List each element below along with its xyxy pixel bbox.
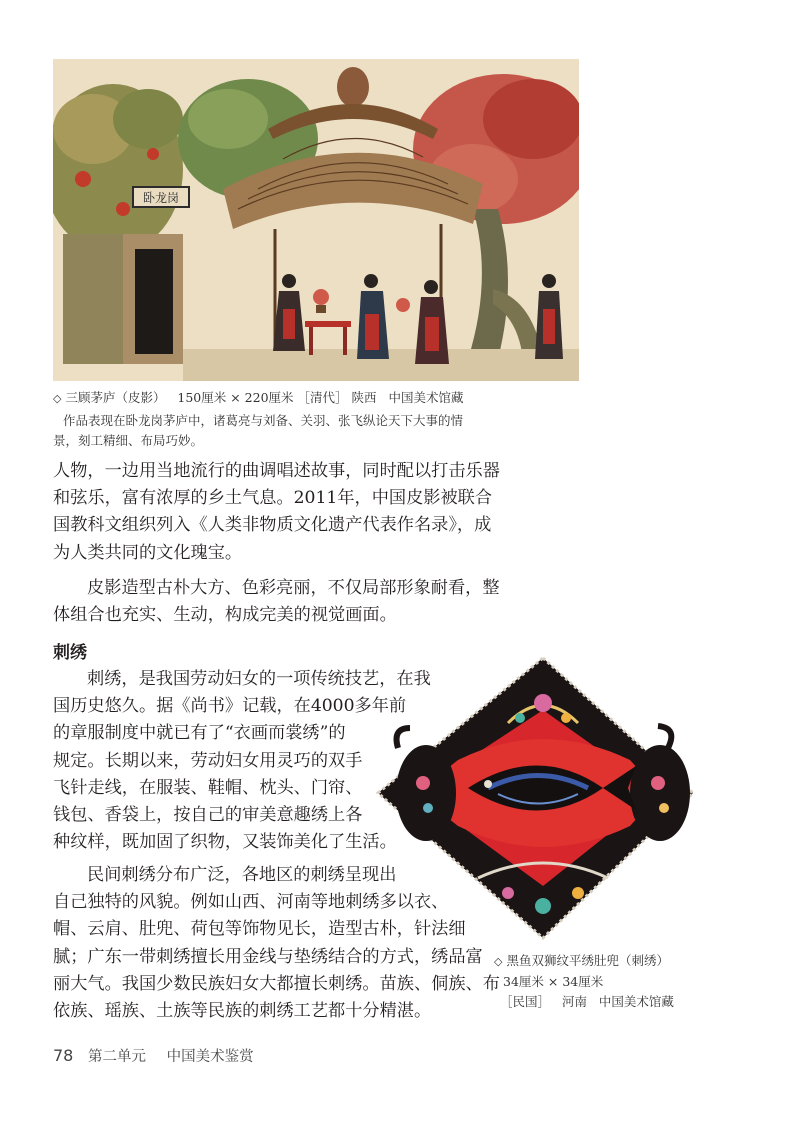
- description-line: 作品表现在卧龙岗茅庐中，诸葛亮与刘备、关羽、张飞纵论天下大事的情: [63, 413, 464, 428]
- text-line: 丽大气。我国少数民族妇女大都擅长刺绣。苗族、侗族、布: [53, 973, 500, 994]
- sign-text: 卧龙岗: [142, 191, 180, 205]
- text-line: 腻；广东一带刺绣擅长用金线与垫绣结合的方式，绣品富: [53, 946, 483, 967]
- caption-collection: 中国美术馆藏: [598, 994, 674, 1009]
- unit-title: 中国美术鉴赏: [166, 1049, 254, 1065]
- text-line: 钱包、香袋上，按自己的审美意趣绣上各: [53, 805, 363, 826]
- text-line: 国历史悠久。据《尚书》记载，在4000多年前: [53, 696, 407, 717]
- text-line: 人物，一边用当地流行的曲调唱述故事，同时配以打击乐器: [53, 461, 500, 481]
- caption-collection: 中国美术馆藏: [388, 390, 464, 405]
- caption-region: 陕西: [351, 390, 377, 405]
- caption-region: 河南: [561, 994, 587, 1009]
- caption-size: 34厘米 × 34厘米: [503, 974, 604, 989]
- text-line: 的章服制度中就已有了“衣画而裳绣”的: [53, 723, 346, 744]
- caption-marker: ◇: [53, 392, 62, 405]
- paragraph-2: [53, 575, 500, 629]
- text-line: 民间刺绣分布广泛，各地区的刺绣呈现出: [87, 865, 397, 885]
- shadow-puppet-image: [53, 59, 579, 381]
- caption-period: ［民国］: [500, 994, 551, 1009]
- caption-size: 150厘米 × 220厘米: [177, 390, 294, 405]
- text-line: 和弦乐，富有浓厚的乡土气息。2011年，中国皮影被联合: [53, 488, 493, 509]
- embroidery-image: [368, 648, 708, 948]
- text-line: 自己独特的风貌。例如山西、河南等地刺绣多以衣、: [53, 892, 449, 913]
- text-line: 体组合也充实、生动，构成完美的视觉画面。: [53, 605, 397, 626]
- text-line: 规定。长期以来，劳动妇女用灵巧的双手: [53, 750, 363, 771]
- text-line: 帽、云肩、肚兜、荷包等饰物见长，造型古朴，针法细: [53, 919, 466, 940]
- section-heading: 刺绣: [53, 643, 87, 663]
- text-line: 飞针走线，在服装、鞋帽、枕头、门帘、: [53, 777, 363, 798]
- page-number: 78: [53, 1046, 74, 1065]
- caption-marker: ◇: [494, 955, 503, 968]
- paragraph-1: [53, 458, 500, 567]
- text-line: 为人类共同的文化瑰宝。: [53, 542, 243, 563]
- description-line: 景，刻工精细、布局巧妙。: [53, 433, 204, 448]
- caption-title: 三顾茅庐（皮影）: [65, 390, 166, 405]
- unit-label: 第二单元: [87, 1049, 146, 1065]
- figure1-description: [53, 411, 483, 451]
- caption-title: 黑鱼双狮纹平绣肚兜（刺绣）: [506, 953, 669, 968]
- text-line: 国教科文组织列入《人类非物质文化遗产代表作名录》，成: [53, 515, 492, 536]
- page-footer: [53, 1045, 254, 1066]
- text-line: 刺绣，是我国劳动妇女的一项传统技艺，在我: [87, 669, 431, 689]
- text-line: 依族、瑶族、土族等民族的刺绣工艺都十分精湛。: [53, 1001, 432, 1022]
- text-line: 皮影造型古朴大方、色彩亮丽，不仅局部形象耐看，整: [87, 578, 500, 598]
- caption-period: ［清代］: [297, 390, 348, 405]
- text-line: 种纹样，既加固了织物，又装饰美化了生活。: [53, 832, 397, 853]
- figure1-caption: [53, 388, 463, 409]
- figure2-caption: [494, 951, 674, 1012]
